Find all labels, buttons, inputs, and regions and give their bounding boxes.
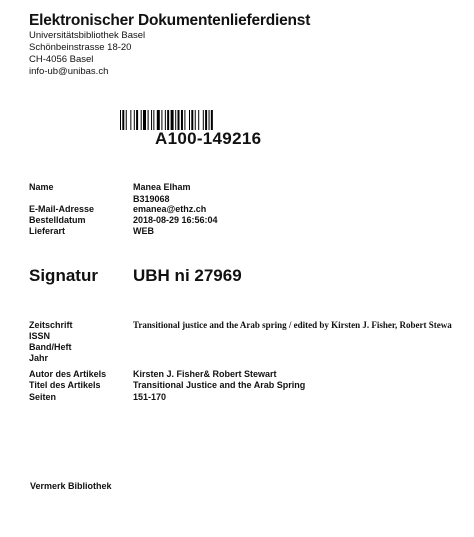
- barcode-bar: [161, 110, 162, 130]
- customer-id-value: B319068: [133, 194, 170, 204]
- article-title-label: Titel des Artikels: [29, 380, 101, 390]
- article-title-value: Transitional Justice and the Arab Spring: [133, 380, 306, 390]
- barcode: [120, 110, 286, 130]
- barcode-bar: [198, 110, 199, 130]
- page-title: Elektronischer Dokumentenlieferdienst: [29, 12, 311, 29]
- barcode-bar: [191, 110, 193, 130]
- barcode-bar: [151, 110, 152, 130]
- author-value: Kirsten J. Fisher& Robert Stewart: [133, 369, 277, 379]
- barcode-bar: [134, 110, 135, 130]
- year-label: Jahr: [29, 353, 49, 363]
- order-number: A100-149216: [155, 129, 262, 148]
- volume-label: Band/Heft: [29, 342, 72, 352]
- barcode-bar: [141, 110, 142, 130]
- address-line-city: CH-4056 Basel: [29, 54, 94, 65]
- issn-label: ISSN: [29, 331, 51, 341]
- barcode-bar: [211, 110, 213, 130]
- delivery-label: Lieferart: [29, 226, 66, 236]
- email-value: emanea@ethz.ch: [133, 204, 207, 214]
- pages-label: Seiten: [29, 392, 57, 402]
- barcode-bar: [157, 110, 160, 130]
- barcode-bar: [167, 110, 169, 130]
- name-label: Name: [29, 182, 54, 192]
- barcode-bar: [184, 110, 185, 130]
- barcode-bar: [143, 110, 146, 130]
- journal-value: Transitional justice and the Arab spring / edited by Kirsten J. Fisher, Robert Stewa: [133, 320, 452, 330]
- pages-value: 151-170: [133, 392, 167, 402]
- barcode-bar: [175, 110, 176, 130]
- barcode-bar: [203, 110, 204, 130]
- order-date-value: 2018-08-29 16:56:04: [133, 215, 218, 225]
- address-line-email: info-ub@unibas.ch: [29, 66, 109, 77]
- author-label: Autor des Artikels: [29, 369, 107, 379]
- library-note-label: Vermerk Bibliothek: [30, 481, 112, 491]
- email-label: E-Mail-Adresse: [29, 204, 95, 214]
- barcode-bar: [153, 110, 154, 130]
- barcode-bar: [181, 110, 183, 130]
- barcode-bar: [195, 110, 196, 130]
- barcode-bar: [130, 110, 131, 130]
- barcode-bar: [126, 110, 127, 130]
- barcode-bar: [120, 110, 121, 130]
- order-date-label: Bestelldatum: [29, 215, 86, 225]
- barcode-bar: [205, 110, 207, 130]
- barcode-bar: [122, 110, 124, 130]
- address-line-institution: Universitätsbibliothek Basel: [29, 30, 146, 41]
- signature-label: Signatur: [29, 266, 98, 285]
- delivery-value: WEB: [133, 226, 154, 236]
- journal-label: Zeitschrift: [29, 320, 73, 330]
- barcode-bar: [209, 110, 210, 130]
- barcode-bar: [178, 110, 180, 130]
- barcode-bar: [136, 110, 138, 130]
- barcode-bar: [189, 110, 190, 130]
- name-value: Manea Elham: [133, 182, 191, 192]
- barcode-bar: [148, 110, 149, 130]
- barcode-bar: [171, 110, 174, 130]
- barcode-bar: [165, 110, 166, 130]
- address-line-street: Schönbeinstrasse 18-20: [29, 42, 132, 53]
- signature-value: UBH ni 27969: [133, 266, 242, 285]
